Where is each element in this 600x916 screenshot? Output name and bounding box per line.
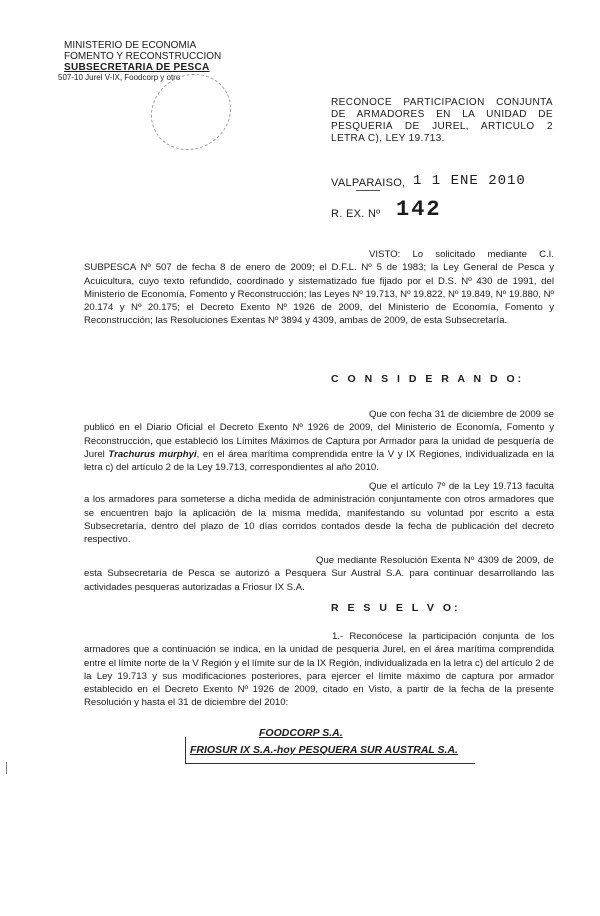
species-name: Trachurus murphyi <box>108 448 197 460</box>
company-friosur: FRIOSUR IX S.A.-hoy PESQUERA SUR AUSTRAL S.A. <box>190 744 458 756</box>
visto-paragraph <box>84 248 554 328</box>
date-underline <box>356 190 380 191</box>
city-label: VALPARAISO, <box>331 177 406 189</box>
ministry-name: MINISTERIO DE ECONOMIA <box>64 40 197 51</box>
considerando-paragraph-3 <box>84 554 554 594</box>
considerando-heading: C O N S I D E R A N D O: <box>331 373 525 385</box>
margin-mark <box>6 762 7 774</box>
considerando-1-text-a: Que con fecha 31 de diciembre de 2009 se publicó en el Diario Oficial el Decreto Exento Nº 1926 de 2009, del Ministerio de Economía, Fomento y Reconstrucción, que estableció los Límites Máximos de Captura por Armador para la unidad de pesquería de Jurel <box>84 409 554 460</box>
ministry-subname: FOMENTO Y RECONSTRUCCION <box>64 51 222 62</box>
resuelvo-heading: R E S U E L V O: <box>331 602 461 614</box>
visto-label: VISTO: <box>369 249 401 260</box>
resuelvo-paragraph-1 <box>84 630 554 710</box>
subsecretaria-name: SUBSECRETARIA DE PESCA <box>64 62 210 73</box>
visto-text: Lo solicitado mediante C.I. SUBPESCA Nº 507 de fecha 8 de enero de 2009; el D.F.L. Nº 5 de 1983; la Ley General de Pesca y Acuicultura, cuyo texto refundido, coordinado y sistematizado fue fijado por el D.S. Nº 430 de 1991, del Ministerio de Economía, Fomento y Reconstrucción; las Leyes Nº 19.713, Nº 19.822, Nº 19.849, Nº 19.880, Nº 20.174 y Nº 20.175; el Decreto Exento Nº 1926 de 2009, del Ministerio de Economía, Fomento y Reconstrucción; las Resoluciones Exentas Nº 3894 y 4309, ambas de 2009, de esta Subsecretaría. <box>84 249 554 327</box>
considerando-2-text: Que el artículo 7º de la Ley 19.713 faculta a los armadores para someterse a dicha medida de administración conjuntamente con otros armadores que se encuentren bajo la aplicación de la misma medida, manifestando su voluntad por escrito a esta Subsecretaría, dentro del plazo de 10 días corridos contados desde la fecha de publicación del decreto respectivo. <box>84 481 554 546</box>
letterhead <box>64 40 221 73</box>
stamped-date: 1 1 ENE 2010 <box>413 173 526 189</box>
company-foodcorp: FOODCORP S.A. <box>259 727 343 739</box>
considerando-3-text: Que mediante Resolución Exenta Nº 4309 de 2009, de esta Subsecretaría de Pesca se autorizó a Pesquera Sur Austral S.A. para continuar desarrollando las actividades pesqueras autorizadas a Friosur IX S.A. <box>84 555 554 593</box>
considerando-1-text-b: , en el área marítima comprendida entre la V y IX Regiones, individualizada en la letra c) del artículo 2 de la Ley 19.713, correspondientes al año 2010. <box>84 448 554 474</box>
resolution-label: R. EX. Nº <box>331 208 381 220</box>
file-reference: 507-10 Jurel V-IX, Foodcorp y otro <box>58 73 181 82</box>
considerando-paragraph-2 <box>84 480 554 546</box>
document-subject: RECONOCE PARTICIPACION CONJUNTA DE ARMADORES EN LA UNIDAD DE PESQUERIA DE JUREL, ARTICULO 2 LETRA C), LEY 19.713. <box>331 97 553 144</box>
resuelvo-1-text: 1.- Reconócese la participación conjunta de los armadores que a continuación se indica, en la unidad de pesquería Jurel, en el área marítima comprendida entre el límite norte de la V Región y el límite sur de la IX Región, individualizada en la letra c) del artículo 2 de la Ley 19.713 y sus modificaciones posteriores, para ejercer el límite máximo de captura por armador establecido en el Decreto Exento Nº 1926 de 2009, citado en Visto, a partir de la fecha de la presente Resolución y hasta el 31 de diciembre del 2010: <box>84 631 554 709</box>
company-box-bottom-line <box>185 763 475 764</box>
considerando-paragraph-1 <box>84 408 554 474</box>
company-box-left-line <box>185 737 186 763</box>
resolution-number: 142 <box>396 197 442 222</box>
